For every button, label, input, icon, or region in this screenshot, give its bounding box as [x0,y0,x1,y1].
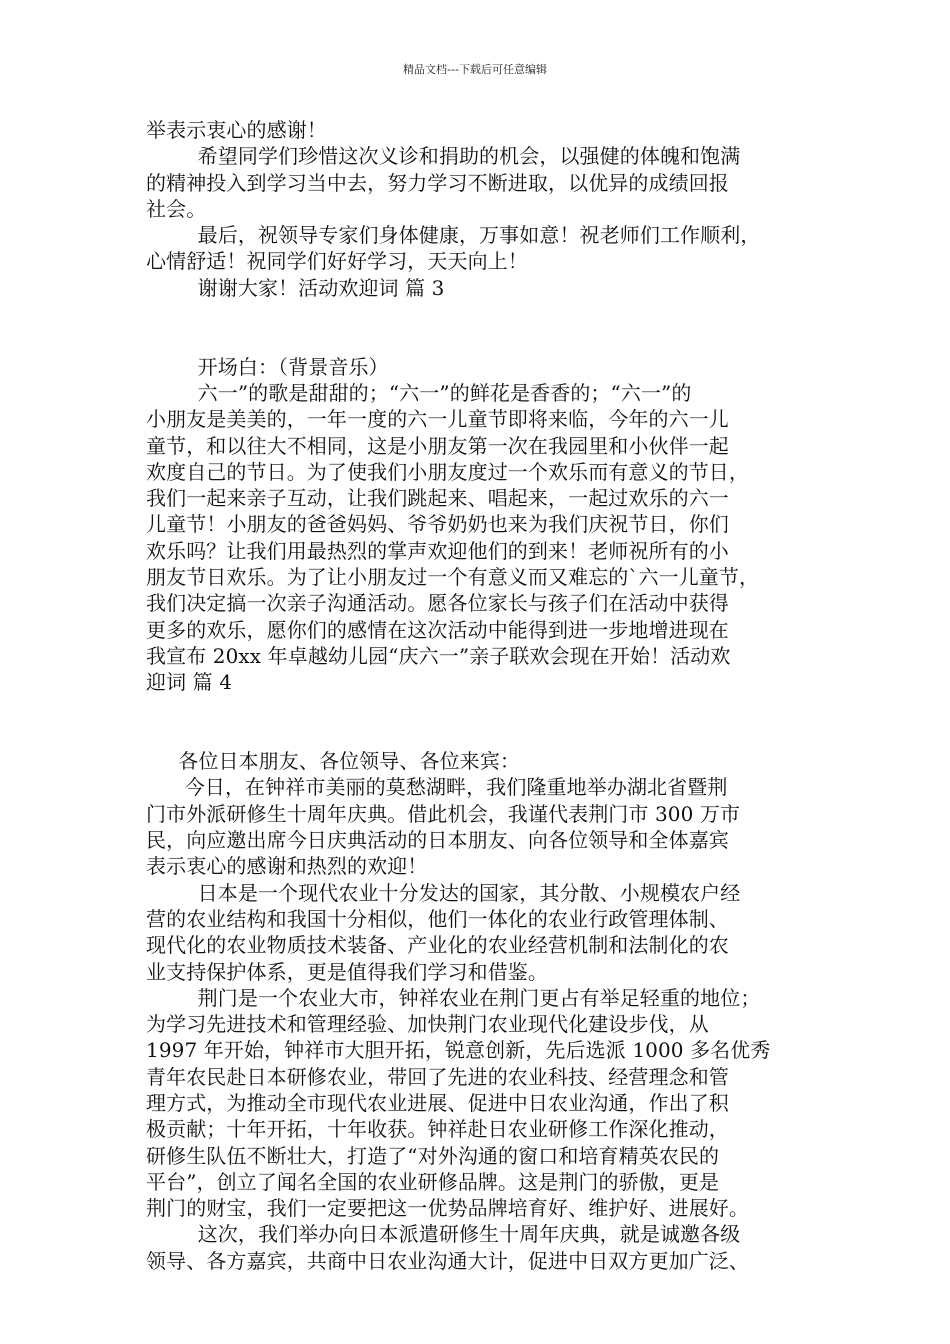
text-line: 我们一起来亲子互动，让我们跳起来、唱起来，一起过欢乐的六一 [146,486,729,511]
blank-line [146,722,826,748]
text-line: 表示衷心的感谢和热烈的欢迎！ [146,854,428,879]
text-line: 欢乐吗？让我们用最热烈的掌声欢迎他们的到来！老师祝所有的小 [146,538,729,563]
blank-line [146,301,826,327]
text-line: 童节，和以往大不相同，这是小朋友第一次在我园里和小伙伴一起 [146,433,729,458]
page-header: 精品文档---下载后可任意编辑 [403,63,547,76]
text-line: 更多的欢乐，愿你们的感情在这次活动中能得到进一步地增进现在 [146,617,729,642]
text-line: 举表示衷心的感谢！ [146,118,327,142]
text-line: 谢谢大家！活动欢迎词 篇 3 [146,275,445,300]
text-line: 心情舒适！祝同学们好好学习，天天向上！ [146,249,528,274]
blank-line [146,696,826,722]
text-line: 朋友节日欢乐。为了让小朋友过一个有意义而又难忘的`六一儿童节， [146,565,760,590]
text-line: 理方式，为推动全市现代农业进展、促进中日农业沟通，作出了积 [146,1090,729,1115]
text-line: 各位日本朋友、各位领导、各位来宾： [146,749,520,774]
text-line: 最后，祝领导专家们身体健康，万事如意！祝老师们工作顺利， [146,223,761,248]
text-line: 我宣布 20xx 年卓越幼儿园“庆六一”亲子联欢会现在开始！活动欢 [146,643,731,668]
blank-line [146,327,826,353]
text-line: 日本是一个现代农业十分发达的国家，其分散、小规模农户经 [146,880,741,905]
text-line: 为学习先进技术和管理经验、加快荆门农业现代化建设步伐，从 [146,1012,709,1037]
text-line: 今日，在钟祥市美丽的莫愁湖畔，我们隆重地举办湖北省暨荆 [146,775,728,800]
text-line: 的精神投入到学习当中去，努力学习不断进取，以优异的成绩回报 [146,170,729,195]
text-line: 平台”，创立了闻名全国的农业研修品牌。这是荆门的骄傲，更是 [146,1169,720,1194]
document-body [146,117,826,1274]
text-line: 业支持保护体系，更是值得我们学习和借鉴。 [146,959,548,984]
text-line: 儿童节！小朋友的爸爸妈妈、爷爷奶奶也来为我们庆祝节日，你们 [146,512,729,537]
text-line: 小朋友是美美的，一年一度的六一儿童节即将来临，今年的六一儿 [146,407,729,432]
text-line: 开场白：（背景音乐） [146,354,389,379]
text-line: 欢度自己的节日。为了使我们小朋友度过一个欢乐而有意义的节日， [146,459,749,484]
text-line: 希望同学们珍惜这次义诊和捐助的机会，以强健的体魄和饱满 [146,144,741,169]
text-line: 营的农业结构和我国十分相似，他们一体化的农业行政管理体制、 [146,906,729,931]
text-line: 门市外派研修生十周年庆典。借此机会，我谨代表荆门市 300 万市 [146,801,741,826]
text-line: 社会。 [146,196,207,221]
text-line: 荆门是一个农业大市，钟祥农业在荆门更占有举足轻重的地位； [146,985,761,1010]
text-line: 民，向应邀出席今日庆典活动的日本朋友、向各位领导和全体嘉宾 [146,828,729,853]
text-line: 我们决定搞一次亲子沟通活动。愿各位家长与孩子们在活动中获得 [146,591,729,616]
text-line: 这次，我们举办向日本派遣研修生十周年庆典，就是诚邀各级 [146,1222,741,1247]
text-line: 荆门的财宝，我们一定要把这一优势品牌培育好、维护好、进展好。 [146,1196,749,1221]
text-line: 1997 年开始，钟祥市大胆开拓，锐意创新，先后选派 1000 多名优秀 [146,1038,771,1063]
text-line: 现代化的农业物质技术装备、产业化的农业经营机制和法制化的农 [146,933,729,958]
text-line: 研修生队伍不断壮大，打造了“对外沟通的窗口和培育精英农民的 [146,1143,720,1168]
text-line: 迎词 篇 4 [146,670,233,695]
text-line: 青年农民赴日本研修农业，带回了先进的农业科技、经营理念和管 [146,1064,729,1089]
text-line: 极贡献；十年开拓，十年收获。钟祥赴日农业研修工作深化推动， [146,1117,729,1142]
text-line: 领导、各方嘉宾，共商中日农业沟通大计，促进中日双方更加广泛、 [146,1248,749,1273]
text-line: 六一”的歌是甜甜的；“六一”的鲜花是香香的；“六一”的 [146,380,692,405]
